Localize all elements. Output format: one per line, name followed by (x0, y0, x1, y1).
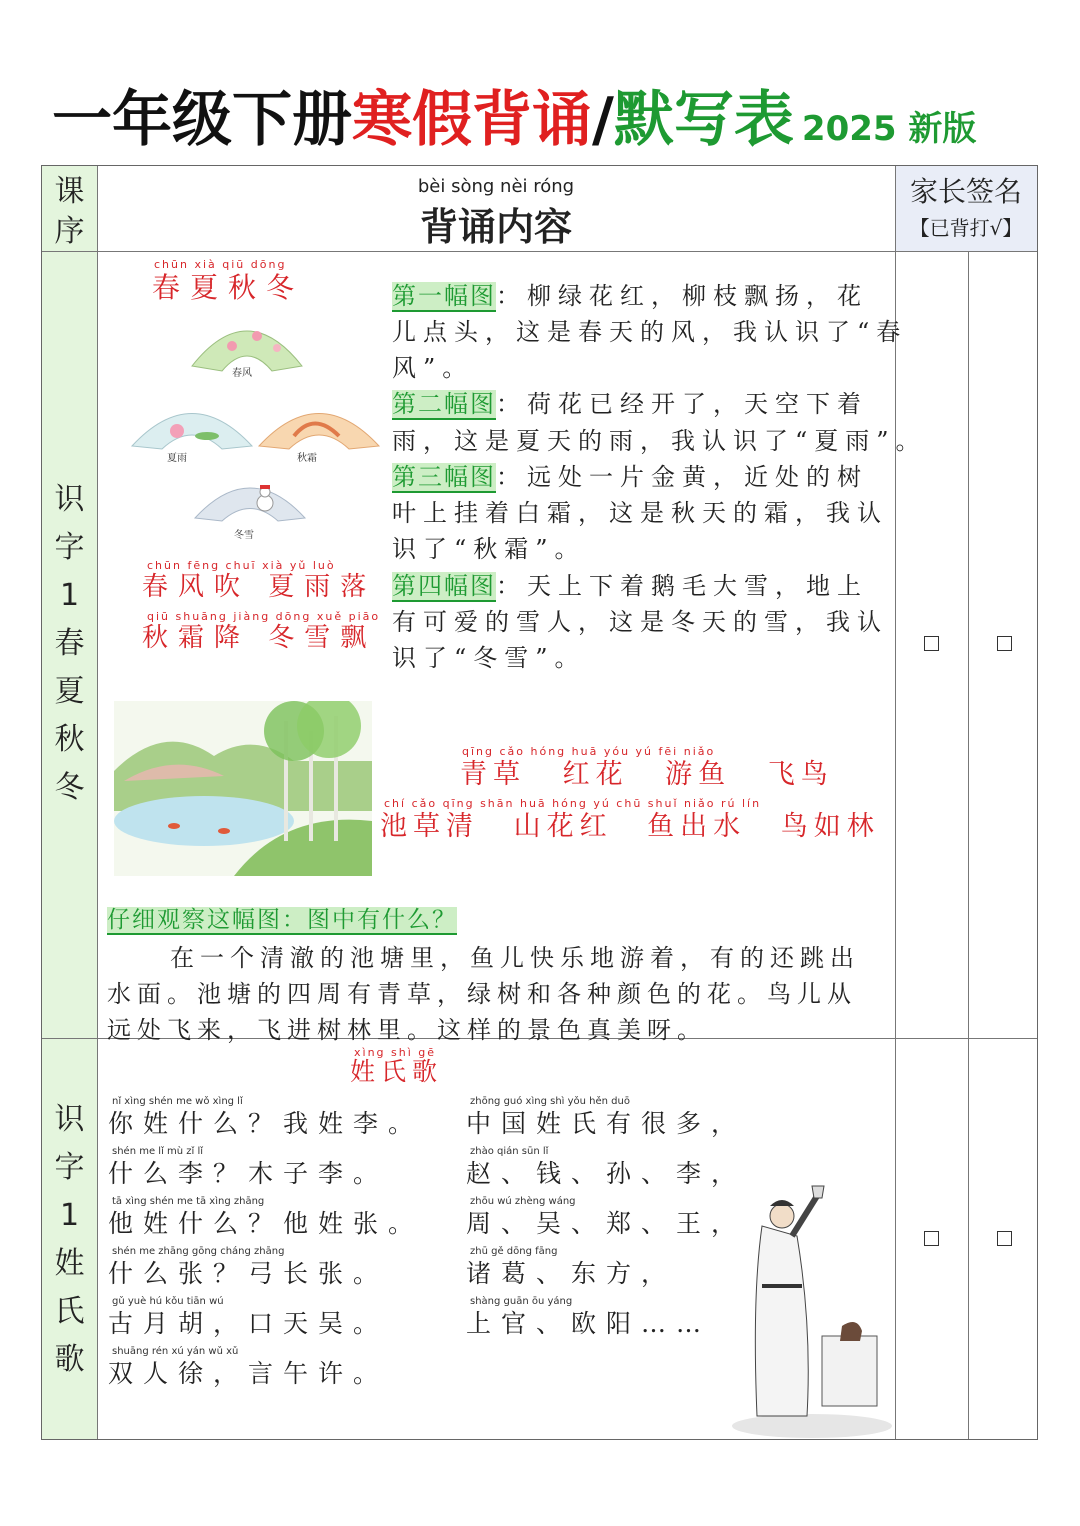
poem-right-line-3: 周、吴、郑、王， (466, 1209, 747, 1238)
poem-right-line-5: 上官、欧阳…… (466, 1309, 712, 1338)
content-header-pinyin: bèi sòng nèi róng (417, 176, 575, 197)
lesson2-label-char: 姓 (54, 1246, 85, 1281)
desc3-text: ：远处一片金黄，近处的树 (496, 463, 868, 491)
observe-line1: 在一个清澈的池塘里，鱼儿快乐地游着，有的还跳出 (170, 944, 860, 972)
poem-right-pinyin-1: zhōng guó xìng shì yǒu hěn duō (470, 1096, 630, 1107)
phrase-row1: 春风吹 夏雨落 (142, 572, 377, 602)
lesson2-label-char: 氏 (54, 1294, 85, 1329)
lesson1-label-char: 字 (54, 530, 85, 565)
sign-header-title: 家长签名 (909, 175, 1022, 208)
lesson2-title: 姓氏歌 (350, 1057, 444, 1086)
observe-line3: 远处飞来，飞进树林里。这样的景色真美呀。 (107, 1016, 707, 1044)
divider (97, 166, 98, 1439)
observe-title (107, 901, 457, 934)
desc1-line3: 风”。 (392, 354, 474, 382)
desc1-label: 第一幅图 (392, 282, 496, 310)
title-grade: 一年级下册 (52, 85, 352, 155)
poem-left-pinyin-4: shén me zhāng gōng cháng zhāng (112, 1246, 285, 1257)
desc3-line2: 叶上挂着白霜，这是秋天的霜，我认 (392, 499, 888, 527)
content-header (97, 166, 895, 251)
lesson2-label-char: 歌 (54, 1342, 85, 1377)
desc1-line2: 儿点头，这是春天的风，我认识了“春 (392, 318, 908, 346)
lesson1-label-char: 冬 (54, 770, 85, 805)
lesson1-sign-checkbox-2[interactable] (997, 636, 1012, 651)
poem-right-pinyin-4: zhū gě dōng fāng (470, 1246, 558, 1257)
poem-left-line-4: 什么张？弓长张。 (108, 1259, 389, 1288)
lesson2-label-char: 1 (59, 1198, 80, 1233)
content-header-title: 背诵内容 (419, 205, 572, 249)
poem-left-pinyin-5: gǔ yuè hú kǒu tiān wú (112, 1296, 224, 1307)
desc3-line3: 识了“秋霜”。 (392, 535, 586, 563)
desc2-line1 (392, 384, 868, 419)
poem-right-line-2: 赵、钱、孙、李， (466, 1159, 747, 1188)
poem-left-line-1: 你姓什么？我姓李。 (108, 1109, 424, 1138)
lesson1-label-char: 秋 (54, 722, 85, 757)
desc2-label: 第二幅图 (392, 390, 496, 418)
title-slash: / (592, 85, 614, 155)
desc1-text: ：柳绿花红，柳枝飘扬，花 (496, 282, 868, 310)
poem-left-pinyin-2: shén me lǐ mù zǐ lǐ (112, 1146, 204, 1157)
title-edition: 2025 新版 (801, 109, 977, 149)
lesson1-label-char: 1 (59, 578, 80, 613)
poem-left-line-3: 他姓什么？他姓张。 (108, 1209, 424, 1238)
desc3-line1 (392, 457, 868, 492)
poem-left-pinyin-6: shuāng rén xú yán wǔ xǔ (112, 1346, 239, 1357)
lesson2-title-pinyin: xìng shì gē (354, 1046, 437, 1059)
desc4-line2: 有可爱的雪人，这是冬天的雪，我认 (392, 608, 888, 636)
scholar-illustration (712, 1176, 892, 1438)
caption-summer: 夏雨 (167, 453, 187, 464)
desc1-line1 (392, 276, 868, 311)
header-order-2: 序 (54, 214, 85, 249)
lesson1-sign-checkbox-1[interactable] (924, 636, 939, 651)
lesson1-title-pinyin: chūn xià qiū dōng (154, 258, 287, 271)
poem-right-pinyin-2: zhào qián sūn lǐ (470, 1146, 549, 1157)
poem-left-line-2: 什么李？木子李。 (108, 1159, 389, 1188)
divider (968, 251, 969, 1439)
autumn-fan-illustration (254, 391, 384, 451)
sign-header-note: 【已背打√】 (909, 216, 1023, 240)
desc2-text: ：荷花已经开了，天空下着 (496, 390, 868, 418)
desc4-line3: 识了“冬雪”。 (392, 644, 586, 672)
poem-left-line-6: 双人徐，言午许。 (108, 1359, 389, 1388)
caption-winter: 冬雪 (234, 530, 254, 541)
lesson1-label-char: 夏 (54, 674, 85, 709)
poem-right-line-1: 中国姓氏有很多， (466, 1109, 747, 1138)
poem-right-line-4: 诸葛、东方， (466, 1259, 677, 1288)
desc4-label: 第四幅图 (392, 572, 496, 600)
desc4-line1 (392, 566, 868, 601)
lesson1-label-char: 识 (54, 482, 85, 517)
observe-line2: 水面。池塘的四周有青草，绿树和各种颜色的花。鸟儿从 (107, 980, 857, 1008)
desc3-label: 第三幅图 (392, 463, 496, 491)
phrase-row2: 秋霜降 冬雪飘 (142, 623, 377, 653)
poem-left-pinyin-3: tā xìng shén me tā xìng zhāng (112, 1196, 265, 1207)
phrase-row1-pinyin: chūn fēng chuī xià yǔ luò (147, 559, 336, 572)
summer-fan-illustration (127, 391, 257, 451)
caption-spring: 春风 (232, 368, 252, 379)
lesson1-label-char: 春 (54, 626, 85, 661)
poem-right-pinyin-3: zhōu wú zhèng wáng (470, 1196, 576, 1207)
words-row1: 青草 红花 游鱼 飞鸟 (460, 759, 834, 790)
lesson2-label-char: 识 (54, 1102, 85, 1137)
divider (42, 251, 1037, 252)
page-title (52, 72, 1052, 155)
desc4-text: ：天上下着鹅毛大雪，地上 (496, 572, 868, 600)
words-row1-pinyin: qīng cǎo hóng huā yóu yú fēi niǎo (462, 745, 716, 758)
title-dictation: 默写表 (613, 85, 794, 155)
words-row2-pinyin: chí cǎo qīng shān huā hóng yú chū shuǐ niǎo rú lín (384, 797, 762, 810)
recite-table (41, 165, 1038, 1440)
words-row2: 池草清 山花红 鱼出水 鸟如林 (380, 811, 880, 842)
caption-autumn: 秋霜 (297, 453, 317, 464)
desc2-line2: 雨，这是夏天的雨，我认识了“夏雨”。 (392, 427, 927, 455)
divider (895, 166, 896, 1439)
title-recite: 寒假背诵 (352, 85, 592, 155)
poem-left-line-5: 古月胡，口天吴。 (108, 1309, 389, 1338)
lesson2-label-char: 字 (54, 1150, 85, 1185)
lesson2-sign-checkbox-1[interactable] (924, 1231, 939, 1246)
pond-landscape-illustration (114, 701, 372, 876)
observe-title-text: 仔细观察这幅图：图中有什么？ (107, 907, 457, 933)
header-order-1: 课 (54, 174, 85, 209)
lesson1-title: 春夏秋冬 (152, 271, 305, 304)
lesson2-sign-checkbox-2[interactable] (997, 1231, 1012, 1246)
winter-fan-illustration (190, 468, 310, 523)
poem-left-pinyin-1: nǐ xìng shén me wǒ xìng lǐ (112, 1096, 243, 1107)
sign-header (895, 166, 1037, 251)
poem-right-pinyin-5: shàng guān ōu yáng (470, 1296, 573, 1307)
phrase-row2-pinyin: qiū shuāng jiàng dōng xuě piāo (147, 610, 381, 623)
